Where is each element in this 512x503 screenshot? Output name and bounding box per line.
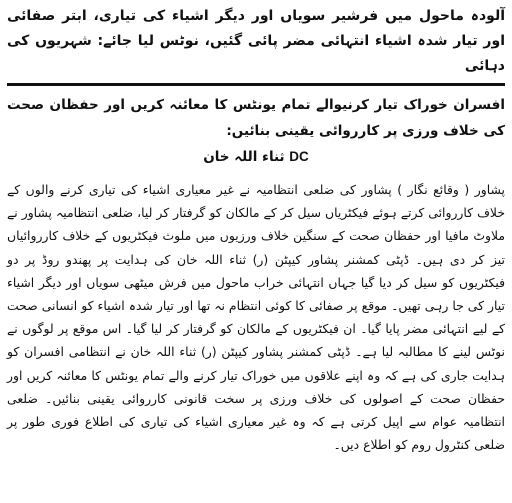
- subheadline: افسران خوراک تیار کرنیوالے تمام یونٹس کا معائنہ کریں اور حفظان صحت کی خلاف ورزی پر کارروائی یقینی بنائیں:: [7, 97, 505, 139]
- byline: [7, 144, 505, 170]
- headline: آلودہ ماحول میں فرشیر سویاں اور دیگر اشیاء کی تیاری، ابتر صفائی اور تیار شدہ اشیاء انتہائی مضر پائی گئیں، نوٹس لیا جائے: شہریوں کی دہائی: [7, 8, 505, 74]
- separator-rule: [7, 83, 505, 86]
- article-body: پشاور ( وقائع نگار ) پشاور کی ضلعی انتظامیہ نے غیر معیاری اشیاء کی تیاری کرنے والوں کے خلاف کارروائی کرتے ہوئے فیکٹریاں سیل کر کے مالکان کو گرفتار کر لیا، ضلعی انتظامیہ پشاور نے ملاوٹ مافیا اور حفظان صحت کے سنگین خلاف ورزیوں میں ملوث فیکٹریوں کے خلاف کارروائیاں تیز کر دی ہیں۔ ڈپٹی کمشنر پشاور کیپٹن (ر) ثناء اللہ خان کی ہدایت پر پھندو روڈ پر دو فیکٹریوں کو سیل کر دیا گیا جہاں انتہائی خراب ماحول میں فرش میٹھی سویاں اور دیگر اشیاء تیار کی جا رہی تھیں۔ موقع پر صفائی کا کوئی انتظام نہ تھا اور تیار شدہ اشیاء کو انسانی صحت کے لیے انتہائی مضر پایا گیا۔ ان فیکٹریوں کے مالکان کو گرفتار کر لیا گیا۔ اس موقع پر لوگوں نے نوٹس لینے کا مطالبہ لیا ہے۔ ڈپٹی کمشنر پشاور کیپٹن (ر) ثناء اللہ خان نے انتظامی افسران کو ہدایت جاری کی ہے کہ وہ اپنے علاقوں میں خوراک تیار کرنے والے تمام یونٹس کا معائنہ کریں اور حفظان صحت کے اصولوں کی خلاف ورزی پر سخت قانونی کارروائی یقینی بنائیں۔ ضلعی انتظامیہ عوام سے اپیل کرتی ہے کہ وہ غیر معیاری اشیاء کی تیاری کی اطلاع فوری طور پر ضلعی کنٹرول روم کو اطلاع دیں۔: [7, 182, 505, 453]
- byline-name: ثناء اللہ خان: [203, 149, 285, 165]
- byline-title: DC: [289, 149, 309, 164]
